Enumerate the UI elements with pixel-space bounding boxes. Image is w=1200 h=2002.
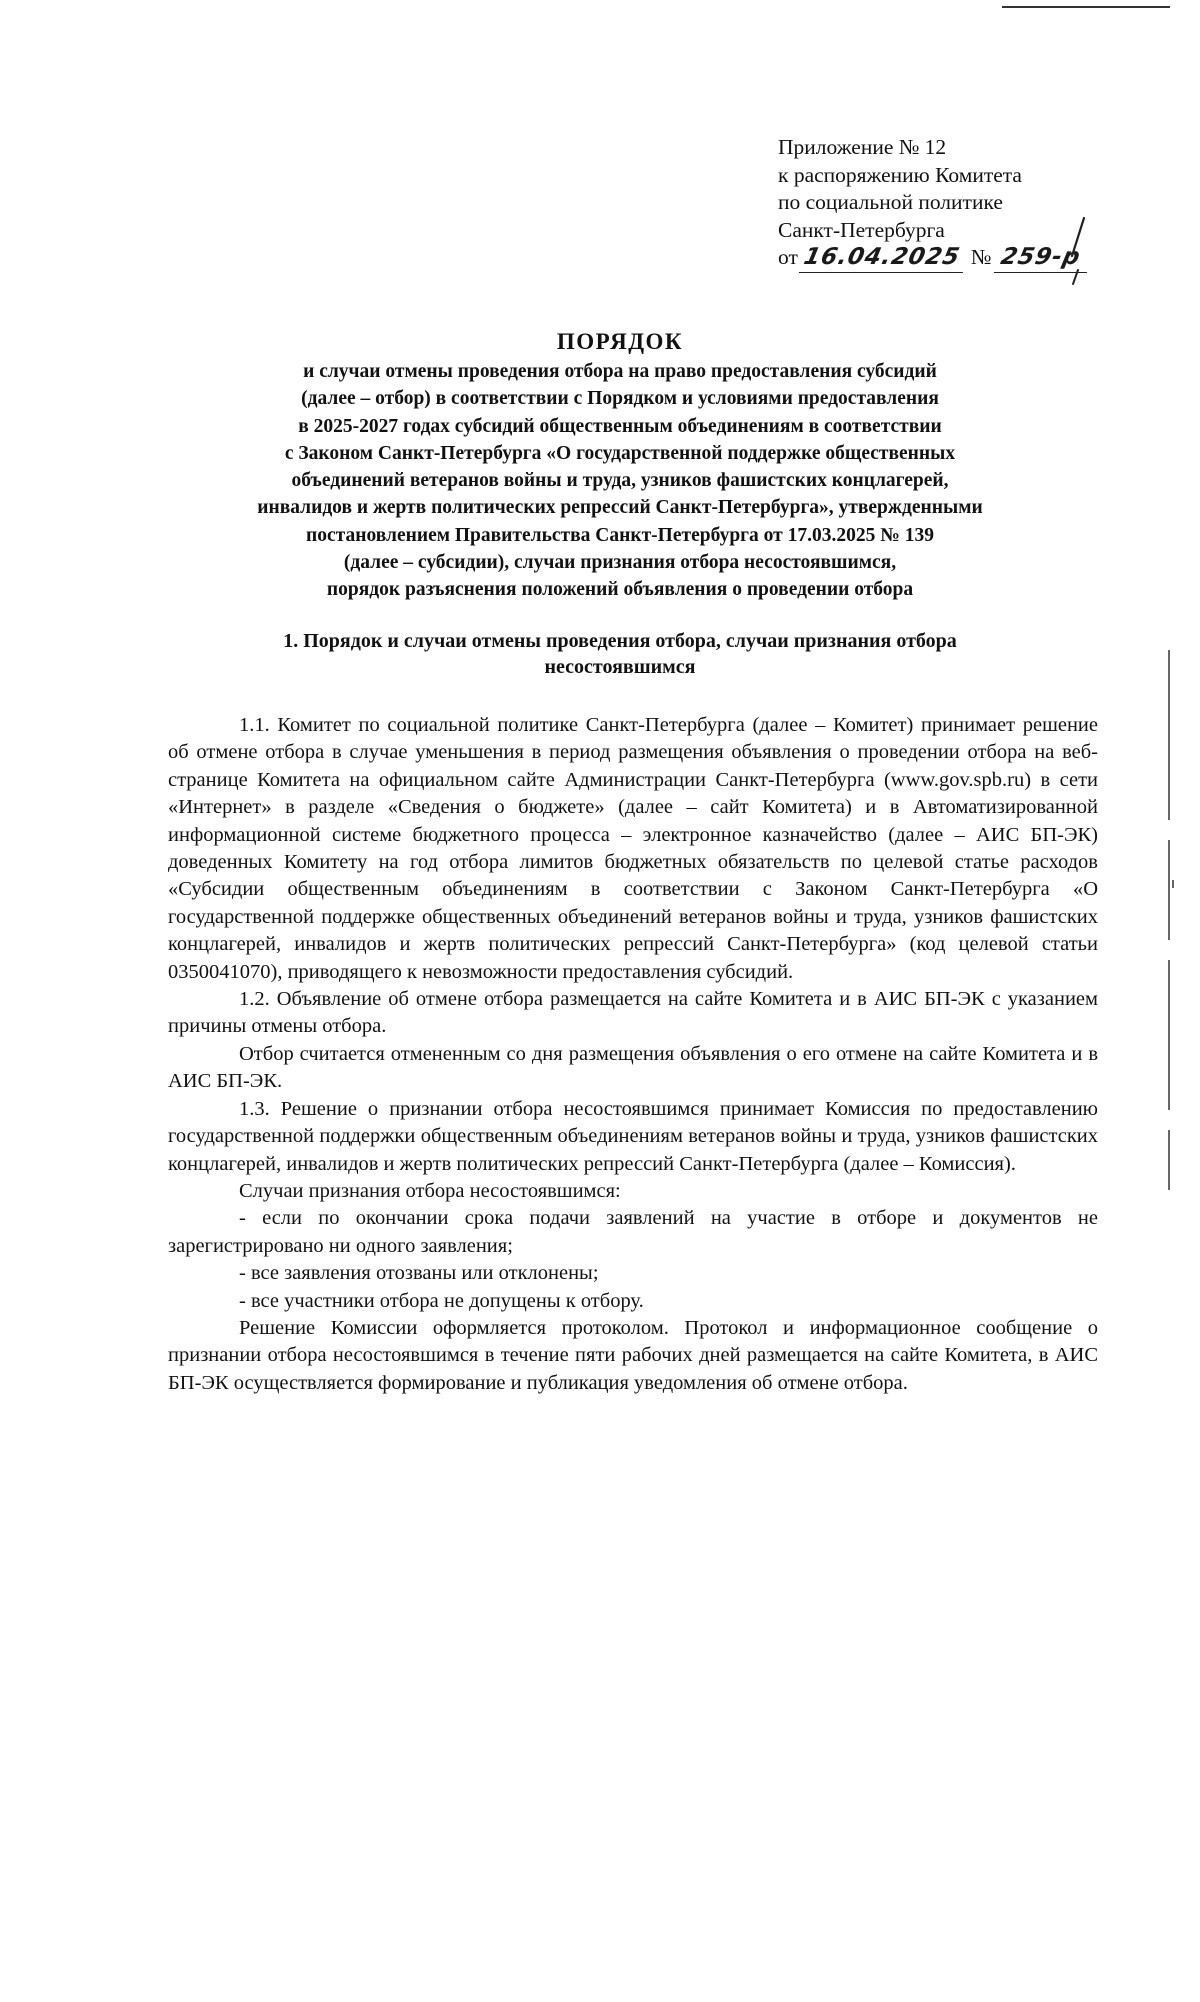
subtitle-line: с Законом Санкт-Петербурга «О государственной поддержке общественных xyxy=(284,442,956,464)
subtitle-line: объединений ветеранов войны и труда, узников фашистских концлагерей, xyxy=(291,470,949,492)
section-1-body xyxy=(168,712,1098,1397)
list-item: - все заявления отозваны или отклонены; xyxy=(239,1262,599,1285)
paragraph-failure-cases-intro: Случаи признания отбора несостоявшимся: xyxy=(239,1179,621,1202)
subtitle-line: инвалидов и жертв политических репрессий Санкт-Петербурга», утвержденными xyxy=(257,497,983,519)
section-1-heading xyxy=(150,628,1090,680)
list-item: - все участники отбора не допущены к отбору. xyxy=(239,1289,644,1312)
list-item: - если по окончании срока подачи заявлений на участие в отборе и документов не зарегистрировано ни одного заявления; xyxy=(168,1207,1098,1257)
appendix-committee: по социальной политике xyxy=(778,190,1003,214)
document-title-block xyxy=(150,326,1090,604)
document-subtitle xyxy=(150,358,1090,604)
handwritten-stroke-icon xyxy=(1062,216,1092,286)
number-prefix: № xyxy=(970,245,992,269)
appendix-order-ref: к распоряжению Комитета xyxy=(778,162,1022,187)
section-heading-line: несостоявшимся xyxy=(544,656,696,678)
subtitle-line: порядок разъяснения положений объявления о проведении отбора xyxy=(326,579,914,601)
paragraph-cancel-effective: Отбор считается отмененным со дня размещения объявления о его отмене на сайте Комитета и в АИС БП-ЭК. xyxy=(168,1042,1098,1093)
subtitle-line: (далее – отбор) в соответствии с Порядком и условиями предоставления xyxy=(301,388,939,410)
section-heading-line: 1. Порядок и случаи отмены проведения отбора, случаи признания отбора xyxy=(283,630,957,652)
document-title: ПОРЯДОК xyxy=(556,329,684,354)
subtitle-line: и случаи отмены проведения отбора на право предоставления субсидий xyxy=(303,361,937,382)
top-edge-rule xyxy=(1002,6,1170,8)
date-prefix: от xyxy=(778,245,798,269)
subtitle-line: (далее – субсидии), случаи признания отбора несостоявшимся, xyxy=(343,552,897,574)
appendix-city: Санкт-Петербурга xyxy=(778,217,945,242)
handwritten-number: 259-р xyxy=(994,244,1093,273)
paragraph-1-1: 1.1. Комитет по социальной политике Санкт-Петербурга (далее – Комитет) принимает решение об отмене отбора в случае уменьшения в период размещения объявления о проведении отбора на веб-странице Комитета на официальном сайте Администрации Санкт-Петербурга (www.gov.spb.ru) в сети «Интернет» в разделе «Сведения о бюджете» (далее – сайт Комитета) и в Автоматизированной информационной системе бюджетного процесса – электронное казначейство (далее – АИС БП-ЭК) доведенных Комитету на год отбора лимитов бюджетных обязательств по целевой статье расходов «Субсидии общественным объединениям в соответствии с Законом Санкт-Петербурга «О государственной поддержке общественных объединений ветеранов войны и труда, узников фашистских концлагерей, инвалидов и жертв политических репрессий Санкт-Петербурга» (код целевой статьи 0350041070), приводящего к невозможности предоставления субсидий. xyxy=(168,714,1098,983)
paragraph-commission-decision: Решение Комиссии оформляется протоколом. Протокол и информационное сообщение о признании отбора несостоявшимся в течение пяти рабочих дней размещается на сайте Комитета, в АИС БП-ЭК осуществляется формирование и публикация уведомления об отмене отбора. xyxy=(168,1316,1098,1394)
handwritten-date: 16.04.2025 xyxy=(799,244,969,273)
paragraph-1-2: 1.2. Объявление об отмене отбора размещается на сайте Комитета и в АИС БП-ЭК с указанием причины отмены отбора. xyxy=(168,988,1098,1038)
paragraph-1-3: 1.3. Решение о признании отбора несостоявшимся принимает Комиссия по предоставлению государственной поддержки общественным объединениям ветеранов войны и труда, узников фашистских концлагерей, инвалидов и жертв политических репрессий Санкт-Петербурга (далее – Комиссия). xyxy=(168,1097,1098,1175)
appendix-number: Приложение № 12 xyxy=(778,135,947,159)
scan-margin-marks xyxy=(1166,650,1176,1190)
subtitle-line: в 2025-2027 годах субсидий общественным объединениям в соответствии xyxy=(298,415,942,437)
subtitle-line: постановлением Правительства Санкт-Петербурга от 17.03.2025 № 139 xyxy=(306,524,934,546)
